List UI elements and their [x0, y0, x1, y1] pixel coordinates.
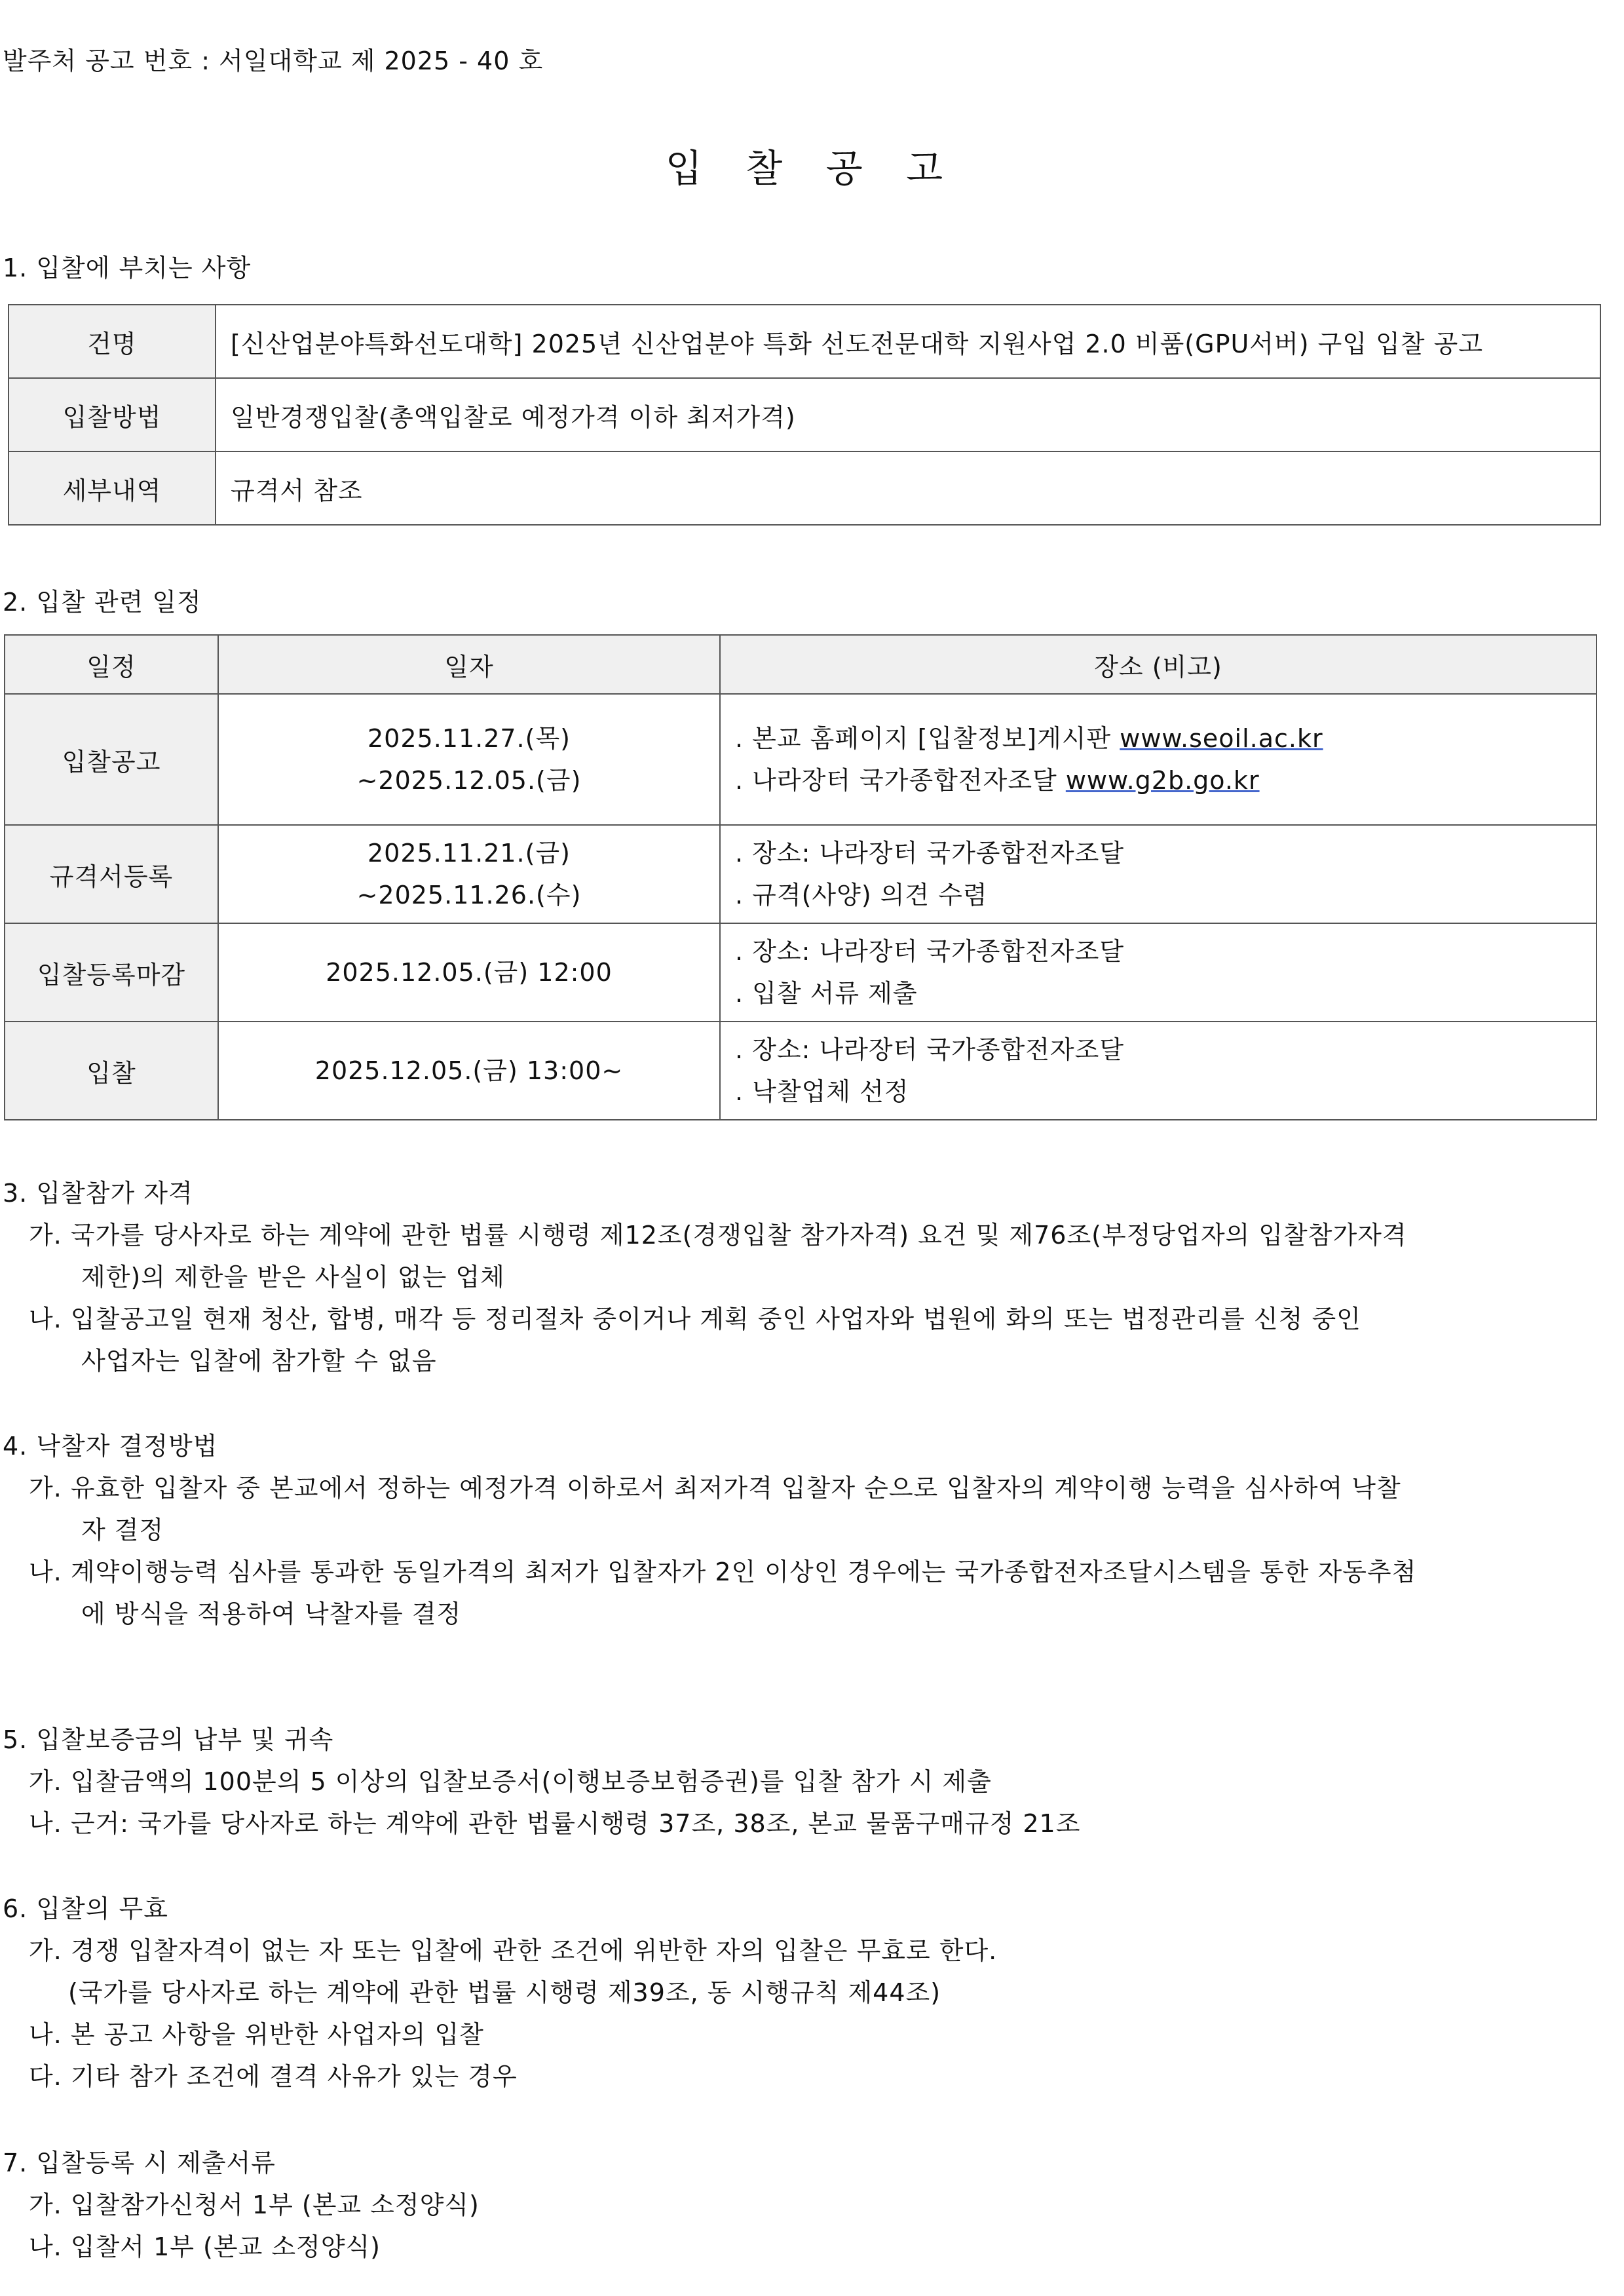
- schedule-date: [218, 1022, 720, 1120]
- date-line: 2025.12.05.(금) 12:00: [326, 958, 613, 987]
- notice-number: 발주처 공고 번호 : 서일대학교 제 2025 - 40 호: [3, 47, 544, 75]
- schedule-notes: [720, 825, 1596, 923]
- note-text: . 나라장터 국가종합전자조달: [735, 766, 1066, 795]
- schedule-date: [218, 694, 720, 825]
- date-line: ~2025.12.05.(금): [356, 766, 582, 795]
- section-3-heading: 3. 입찰참가 자격: [3, 1179, 193, 1208]
- column-header: 일정: [5, 635, 218, 694]
- section-6-heading: 6. 입찰의 무효: [3, 1894, 168, 1923]
- schedule-stage: 입찰등록마감: [5, 923, 218, 1022]
- list-item: 나. 입찰서 1부 (본교 소정양식): [29, 2232, 381, 2261]
- list-item: 가. 입찰참가신청서 1부 (본교 소정양식): [29, 2191, 480, 2219]
- row-value: 규격서 참조: [216, 451, 1600, 525]
- date-line: 2025.11.21.(금): [367, 839, 571, 868]
- table-row: [9, 305, 1600, 378]
- schedule-date: [218, 825, 720, 923]
- table-row: [9, 378, 1600, 451]
- list-item: 다. 기타 참가 조건에 결격 사유가 있는 경우: [29, 2062, 518, 2091]
- row-value: 일반경쟁입찰(총액입찰로 예정가격 이하 최저가격): [216, 378, 1600, 451]
- section-4-heading: 4. 낙찰자 결정방법: [3, 1432, 218, 1461]
- row-label: 세부내역: [9, 451, 216, 525]
- list-item: 나. 본 공고 사항을 위반한 사업자의 입찰: [29, 2020, 484, 2049]
- schedule-notes: [720, 1022, 1596, 1120]
- list-item: 가. 입찰금액의 100분의 5 이상의 입찰보증서(이행보증보험증권)를 입찰 참가 시 제출: [29, 1767, 992, 1796]
- table-row: [5, 825, 1596, 923]
- list-item-continuation: 에 방식을 적용하여 낙찰자를 결정: [81, 1599, 462, 1628]
- list-item-continuation: 자 결정: [81, 1516, 164, 1544]
- list-item-continuation: (국가를 당사자로 하는 계약에 관한 법률 시행령 제39조, 동 시행규칙 제44조): [68, 1978, 941, 2007]
- date-line: ~2025.11.26.(수): [356, 881, 582, 909]
- schedule-notes: [720, 694, 1596, 825]
- list-item: 나. 근거: 국가를 당사자로 하는 계약에 관한 법률시행령 37조, 38조, 본교 물품구매규정 21조: [29, 1809, 1081, 1838]
- schedule-table: [4, 634, 1597, 1120]
- note-text: . 본교 홈페이지 [입찰정보]게시판: [735, 724, 1120, 753]
- list-item-continuation: 사업자는 입찰에 참가할 수 없음: [81, 1347, 437, 1375]
- note-line: . 장소: 나라장터 국가종합전자조달: [735, 839, 1125, 868]
- schedule-stage: 입찰공고: [5, 694, 218, 825]
- note-line: . 장소: 나라장터 국가종합전자조달: [735, 937, 1125, 966]
- table-row: [9, 451, 1600, 525]
- table-header-row: [5, 635, 1596, 694]
- document-title: 입 찰 공 고: [665, 146, 959, 191]
- section-1-heading: 1. 입찰에 부치는 사항: [3, 254, 252, 282]
- note-line: . 입찰 서류 제출: [735, 979, 918, 1008]
- schedule-date: [218, 923, 720, 1022]
- table-row: [5, 1022, 1596, 1120]
- row-label: 입찰방법: [9, 378, 216, 451]
- row-value: [신산업분야특화선도대학] 2025년 신산업분야 특화 선도전문대학 지원사업 2.0 비품(GPU서버) 구입 입찰 공고: [216, 305, 1600, 378]
- table-row: [5, 694, 1596, 825]
- table-row: [5, 923, 1596, 1022]
- column-header: 일자: [218, 635, 720, 694]
- note-line: . 장소: 나라장터 국가종합전자조달: [735, 1035, 1125, 1064]
- schedule-notes: [720, 923, 1596, 1022]
- date-line: 2025.12.05.(금) 13:00~: [314, 1056, 624, 1085]
- section-7-heading: 7. 입찰등록 시 제출서류: [3, 2149, 276, 2177]
- column-header: 장소 (비고): [720, 635, 1596, 694]
- list-item: 가. 유효한 입찰자 중 본교에서 정하는 예정가격 이하로서 최저가격 입찰자 순으로 입찰자의 계약이행 능력을 심사하여 낙찰: [29, 1474, 1401, 1502]
- note-line: [735, 718, 1581, 759]
- note-line: . 규격(사양) 의견 수렴: [735, 881, 988, 909]
- date-line: 2025.11.27.(목): [367, 724, 571, 753]
- schedule-stage: 규격서등록: [5, 825, 218, 923]
- g2b-link[interactable]: www.g2b.go.kr: [1065, 766, 1260, 795]
- list-item: 나. 입찰공고일 현재 청산, 합병, 매각 등 정리절차 중이거나 계획 중인 사업자와 법원에 화의 또는 법정관리를 신청 중인: [29, 1305, 1361, 1333]
- schedule-stage: 입찰: [5, 1022, 218, 1120]
- list-item: 가. 국가를 당사자로 하는 계약에 관한 법률 시행령 제12조(경쟁입찰 참가자격) 요건 및 제76조(부정당업자의 입찰참가자격: [29, 1221, 1407, 1250]
- note-line: . 낙찰업체 선정: [735, 1077, 909, 1106]
- section-5-heading: 5. 입찰보증금의 납부 및 귀속: [3, 1725, 334, 1754]
- list-item-continuation: 제한)의 제한을 받은 사실이 없는 업체: [81, 1263, 505, 1292]
- note-line: [735, 759, 1581, 801]
- list-item: 나. 계약이행능력 심사를 통과한 동일가격의 최저가 입찰자가 2인 이상인 경우에는 국가종합전자조달시스템을 통한 자동추첨: [29, 1558, 1417, 1586]
- seoil-homepage-link[interactable]: www.seoil.ac.kr: [1120, 724, 1323, 753]
- list-item: 가. 경쟁 입찰자격이 없는 자 또는 입찰에 관한 조건에 위반한 자의 입찰은 무효로 한다.: [29, 1936, 998, 1965]
- section-2-heading: 2. 입찰 관련 일정: [3, 588, 202, 617]
- row-label: 건명: [9, 305, 216, 378]
- bid-subject-table: [8, 304, 1601, 526]
